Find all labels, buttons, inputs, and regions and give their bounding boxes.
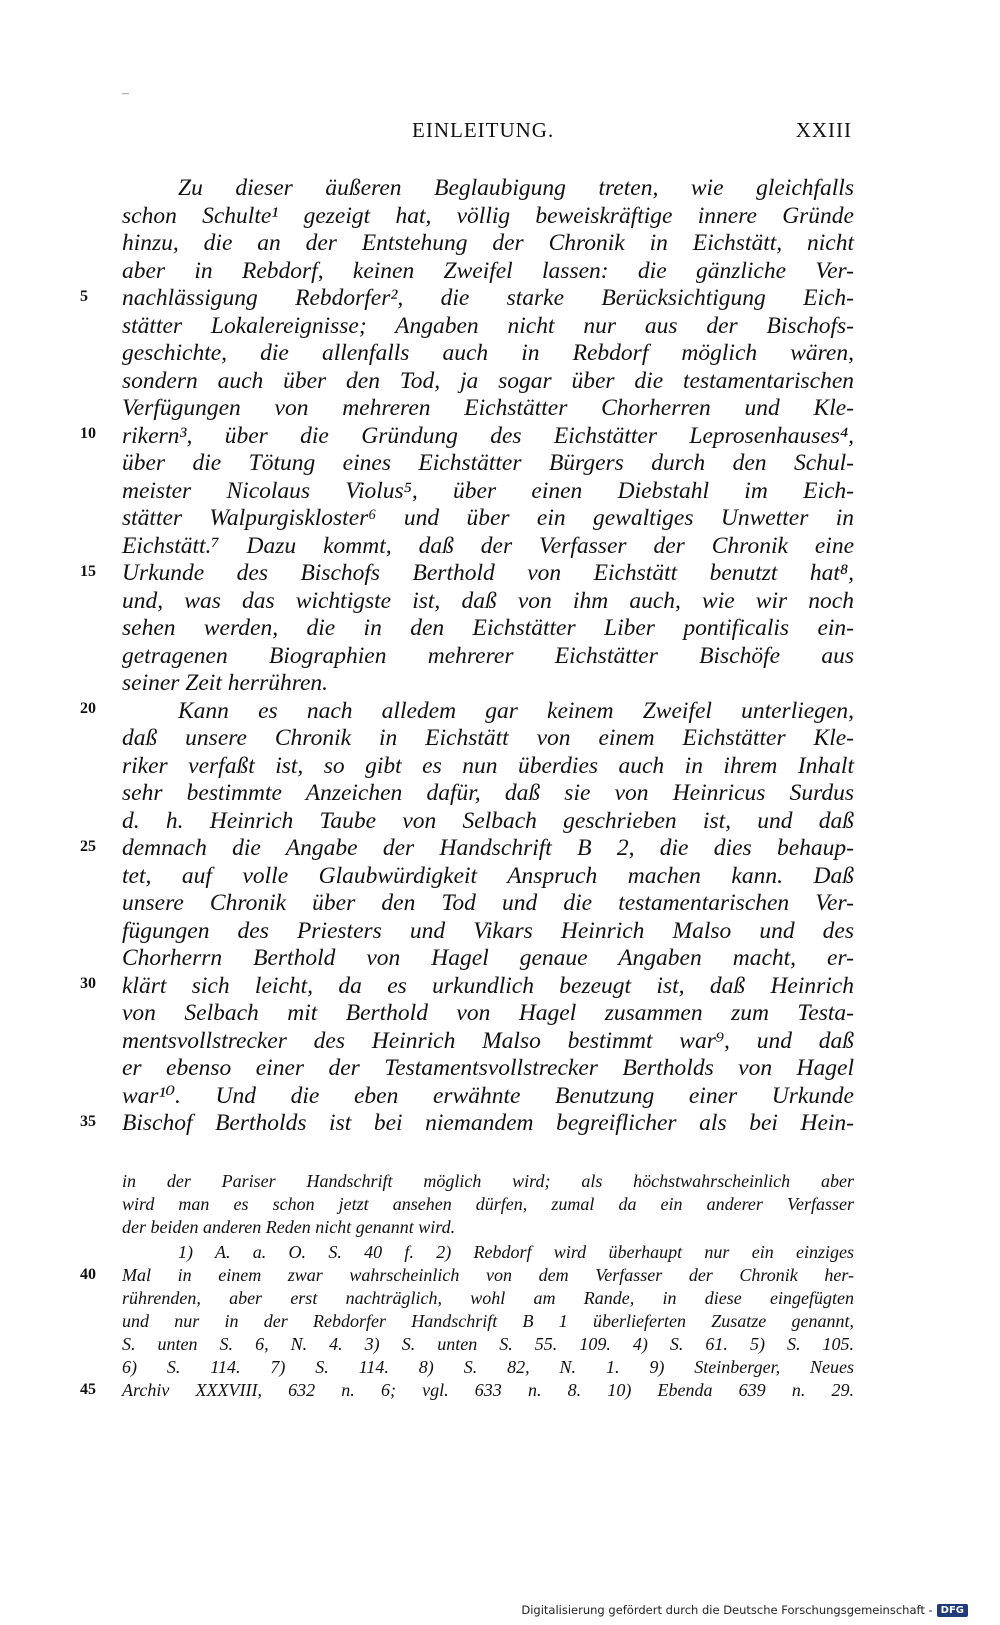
page-number: XXIII: [795, 118, 852, 142]
text-line: rikern³, über die Gründung des Eichstätter Leprosenhauses⁴,: [122, 422, 854, 449]
text-line: und, was das wichtigste ist, daß von ihm auch, wie wir noch: [122, 587, 854, 614]
footnote-line: 6) S. 114. 7) S. 114. 8) S. 82, N. 1. 9) Steinberger, Neues: [122, 1357, 854, 1377]
text-line: klärt sich leicht, da es urkundlich bezeugt ist, daß Heinrich: [122, 972, 854, 999]
footnote-line: und nur in der Rebdorfer Handschrift B 1 überlieferten Zusatze genannt,: [122, 1311, 854, 1331]
digitization-credit: [521, 1603, 968, 1617]
text-line: d. h. Heinrich Taube von Selbach geschrieben ist, und daß: [122, 807, 854, 834]
line-number: 5: [80, 288, 88, 305]
text-line: tet, auf volle Glaubwürdigkeit Anspruch machen kann. Daß: [122, 862, 854, 889]
text-line: seiner Zeit herrühren.: [122, 670, 329, 696]
text-line: Bischof Bertholds ist bei niemandem begreiflicher als bei Hein-: [122, 1110, 854, 1136]
line-number: 35: [80, 1113, 96, 1130]
footnote-line: in der Pariser Handschrift möglich wird; als höchstwahrscheinlich aber: [122, 1171, 854, 1191]
text-line: hinzu, die an der Entstehung der Chronik in Eichstätt, nicht: [122, 230, 854, 256]
text-line: geschichte, die allenfalls auch in Rebdorf möglich wären,: [122, 340, 854, 366]
text-line: Chorherrn Berthold von Hagel genaue Angaben macht, er-: [122, 945, 854, 971]
text-line: daß unsere Chronik in Eichstätt von einem Eichstätter Kle-: [122, 725, 854, 751]
text-line: riker verfaßt ist, so gibt es nun überdies auch in ihrem Inhalt: [122, 752, 854, 779]
text-line: schon Schulte¹ gezeigt hat, völlig beweiskräftige innere Gründe: [122, 202, 854, 229]
text-line: getragenen Biographien mehrerer Eichstätter Bischöfe aus: [122, 642, 854, 669]
dfg-logo: DFG: [937, 1604, 968, 1617]
running-title: EINLEITUNG.: [412, 118, 555, 142]
line-number: 20: [80, 700, 96, 717]
line-number: 10: [80, 425, 96, 442]
text-line: aber in Rebdorf, keinen Zweifel lassen: die gänzliche Ver-: [122, 257, 854, 284]
footnote-line: wird man es schon jetzt ansehen dürfen, zumal da ein anderer Verfasser: [122, 1194, 854, 1214]
text-line: demnach die Angabe der Handschrift B 2, die dies behaup-: [122, 835, 854, 861]
text-line: von Selbach mit Berthold von Hagel zusammen zum Testa-: [122, 1000, 854, 1026]
line-number: 40: [80, 1266, 96, 1283]
text-line: Urkunde des Bischofs Berthold von Eichstätt benutzt hat⁸,: [122, 560, 854, 586]
text-line: nachlässigung Rebdorfer², die starke Berücksichtigung Eich-: [122, 285, 854, 311]
line-number: 15: [80, 563, 96, 580]
text-line: stätter Lokalereignisse; Angaben nicht nur aus der Bischofs-: [122, 312, 854, 339]
text-line: mentsvollstrecker des Heinrich Malso bestimmt war⁹, und daß: [122, 1027, 854, 1054]
text-line: sehen werden, die in den Eichstätter Liber pontificalis ein-: [122, 615, 854, 641]
text-line: meister Nicolaus Violus⁵, über einen Diebstahl im Eich-: [122, 477, 854, 504]
text-line: Zu dieser äußeren Beglaubigung treten, wie gleichfalls: [178, 175, 854, 201]
corner-mark: –: [122, 86, 129, 101]
footnote-line: rührenden, aber erst nachträglich, wohl am Rande, in diese eingefügten: [122, 1288, 854, 1308]
footnote-line: 1) A. a. O. S. 40 f. 2) Rebdorf wird überhaupt nur ein einziges: [178, 1242, 854, 1262]
text-line: stätter Walpurgiskloster⁶ und über ein gewaltiges Unwetter in: [122, 505, 854, 531]
text-line: Eichstätt.⁷ Dazu kommt, daß der Verfasser der Chronik eine: [122, 532, 854, 559]
text-line: Kann es nach alledem gar keinem Zweifel unterliegen,: [178, 697, 854, 724]
running-header: [0, 118, 1000, 148]
footnote-line: Archiv XXXVIII, 632 n. 6; vgl. 633 n. 8. 10) Ebenda 639 n. 29.: [122, 1380, 854, 1400]
text-line: sondern auch über den Tod, ja sogar über die testamentarischen: [122, 367, 854, 394]
text-line: war¹⁰. Und die eben erwähnte Benutzung einer Urkunde: [122, 1082, 854, 1109]
text-line: unsere Chronik über den Tod und die testamentarischen Ver-: [122, 890, 854, 916]
text-line: über die Tötung eines Eichstätter Bürgers durch den Schul-: [122, 450, 854, 476]
footnote-line: der beiden anderen Reden nicht genannt wird.: [122, 1217, 456, 1237]
line-number: 45: [80, 1381, 96, 1398]
footnote-line: S. unten S. 6, N. 4. 3) S. unten S. 55. 109. 4) S. 61. 5) S. 105.: [122, 1334, 854, 1354]
text-line: fügungen des Priesters und Vikars Heinrich Malso und des: [122, 917, 854, 944]
line-number: 30: [80, 975, 96, 992]
credit-text: Digitalisierung gefördert durch die Deutsche Forschungsgemeinschaft -: [521, 1603, 933, 1617]
footnote-line: Mal in einem zwar wahrscheinlich von dem Verfasser der Chronik her-: [122, 1265, 854, 1285]
text-line: er ebenso einer der Testamentsvollstrecker Bertholds von Hagel: [122, 1055, 854, 1081]
text-line: Verfügungen von mehreren Eichstätter Chorherren und Kle-: [122, 395, 854, 421]
line-number: 25: [80, 838, 96, 855]
text-line: sehr bestimmte Anzeichen dafür, daß sie von Heinricus Surdus: [122, 780, 854, 806]
